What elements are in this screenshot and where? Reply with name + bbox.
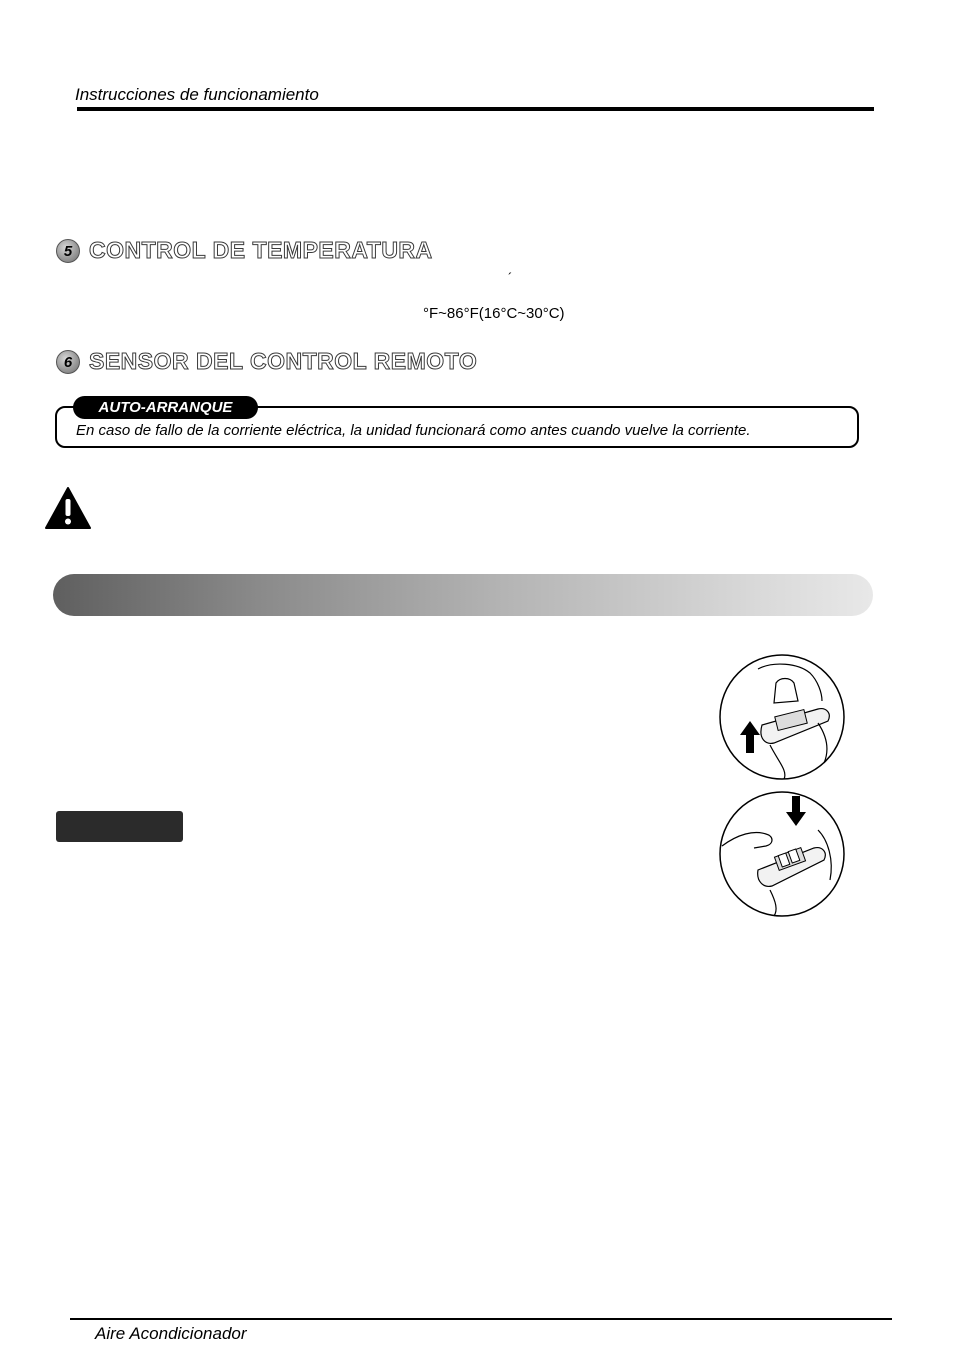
auto-restart-label: AUTO-ARRANQUE [73, 396, 258, 419]
auto-restart-text: En caso de fallo de la corriente eléctrica, la unidad funcionará como antes cuando vuelve la corriente. [76, 422, 751, 439]
header-title: Instrucciones de funcionamiento [75, 85, 319, 104]
section-5-number: 5 [56, 239, 80, 263]
warning-triangle-icon [44, 486, 92, 530]
section-5-title: CONTROL DE TEMPERATURA [89, 237, 433, 263]
temperature-range: °F~86°F(16°C~30°C) [423, 305, 565, 322]
footer-rule [70, 1318, 892, 1320]
note-label-tab [56, 811, 183, 842]
section-6-number: 6 [56, 350, 80, 374]
header-rule [77, 107, 874, 111]
section-header-bar [53, 574, 873, 616]
section-6-title: SENSOR DEL CONTROL REMOTO [89, 348, 478, 374]
battery-cover-remove-icon [718, 653, 846, 781]
accent-mark: ´ [508, 270, 513, 285]
footer-text: Aire Acondicionador [95, 1324, 247, 1343]
battery-insert-icon [718, 790, 846, 918]
